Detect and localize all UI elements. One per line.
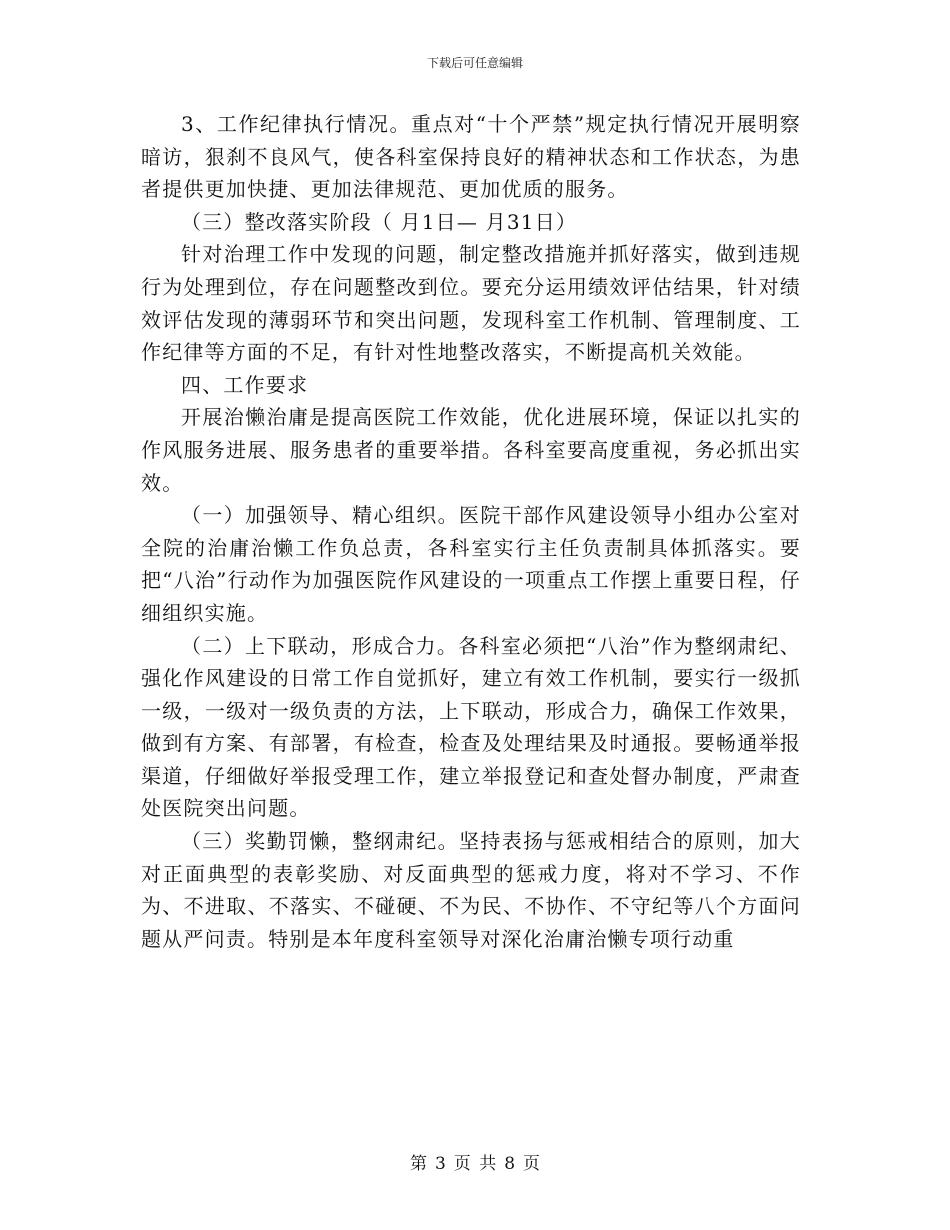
page-footer [0, 1153, 950, 1175]
page-header: 下载后可任意编辑 [426, 56, 523, 70]
footer-total-pages: 8 [504, 1154, 516, 1174]
footer-label-before: 第 [409, 1154, 427, 1174]
paragraph-work-discipline: 3、工作纪律执行情况。重点对“十个严禁”规定执行情况开展明察暗访，狠刹不良风气，使各科室保持良好的精神状态和工作状态，为患者提供更加快捷、更加法律规范、更加优质的服务。 [141, 112, 801, 202]
paragraph-leadership: （一）加强领导、精心组织。医院干部作风建设领导小组办公室对全院的治庸治懒工作负总责，各科室实行主任负责制具体抓落实。要把“八治”行动作为加强医院作风建设的一项重点工作摆上重要日程，仔细组织实施。 [141, 503, 801, 625]
paragraph-coordination: （二）上下联动，形成合力。各科室必须把“八治”作为整纲肃纪、强化作风建设的日常工作自觉抓好，建立有效工作机制，要实行一级抓一级，一级对一级负责的方法，上下联动，形成合力，确保工作效果，做到有方案、有部署，有检查，检查及处理结果及时通报。要畅通举报渠道，仔细做好举报受理工作，建立举报登记和查处督办制度，严肃查处医院突出问题。 [141, 633, 801, 821]
document-body [141, 108, 801, 955]
footer-page-number: 3 [434, 1154, 446, 1174]
heading-rectification-stage: （三）整改落实阶段（ 月1日— 月31日） [181, 209, 578, 234]
paragraph-rectification: 针对治理工作中发现的问题，制定整改措施并抓好落实，做到违规行为处理到位，存在问题整改到位。要充分运用绩效评估结果，针对绩效评估发现的薄弱环节和突出问题，发现科室工作机制、管理制度、工作纪律等方面的不足，有针对性地整改落实，不断提高机关效能。 [141, 242, 801, 365]
paragraph-rewards-penalties: （三）奖勤罚懒，整纲肃纪。坚持表扬与惩戒相结合的原则，加大对正面典型的表彰奖励、对反面典型的惩戒力度，将对不学习、不作为、不进取、不落实、不碰硬、不为民、不协作、不守纪等八个方面问题从严问责。特别是本年度科室领导对深化治庸治懒专项行动重 [141, 829, 801, 951]
paragraph-requirements-intro: 开展治懒治庸是提高医院工作效能，优化进展环境，保证以扎实的作风服务进展、服务患者的重要举措。各科室要高度重视，务必抓出实效。 [141, 405, 801, 495]
footer-label-after: 页 [523, 1154, 541, 1174]
heading-work-requirements: 四、工作要求 [181, 372, 309, 397]
footer-label-middle: 页 共 [453, 1154, 497, 1174]
